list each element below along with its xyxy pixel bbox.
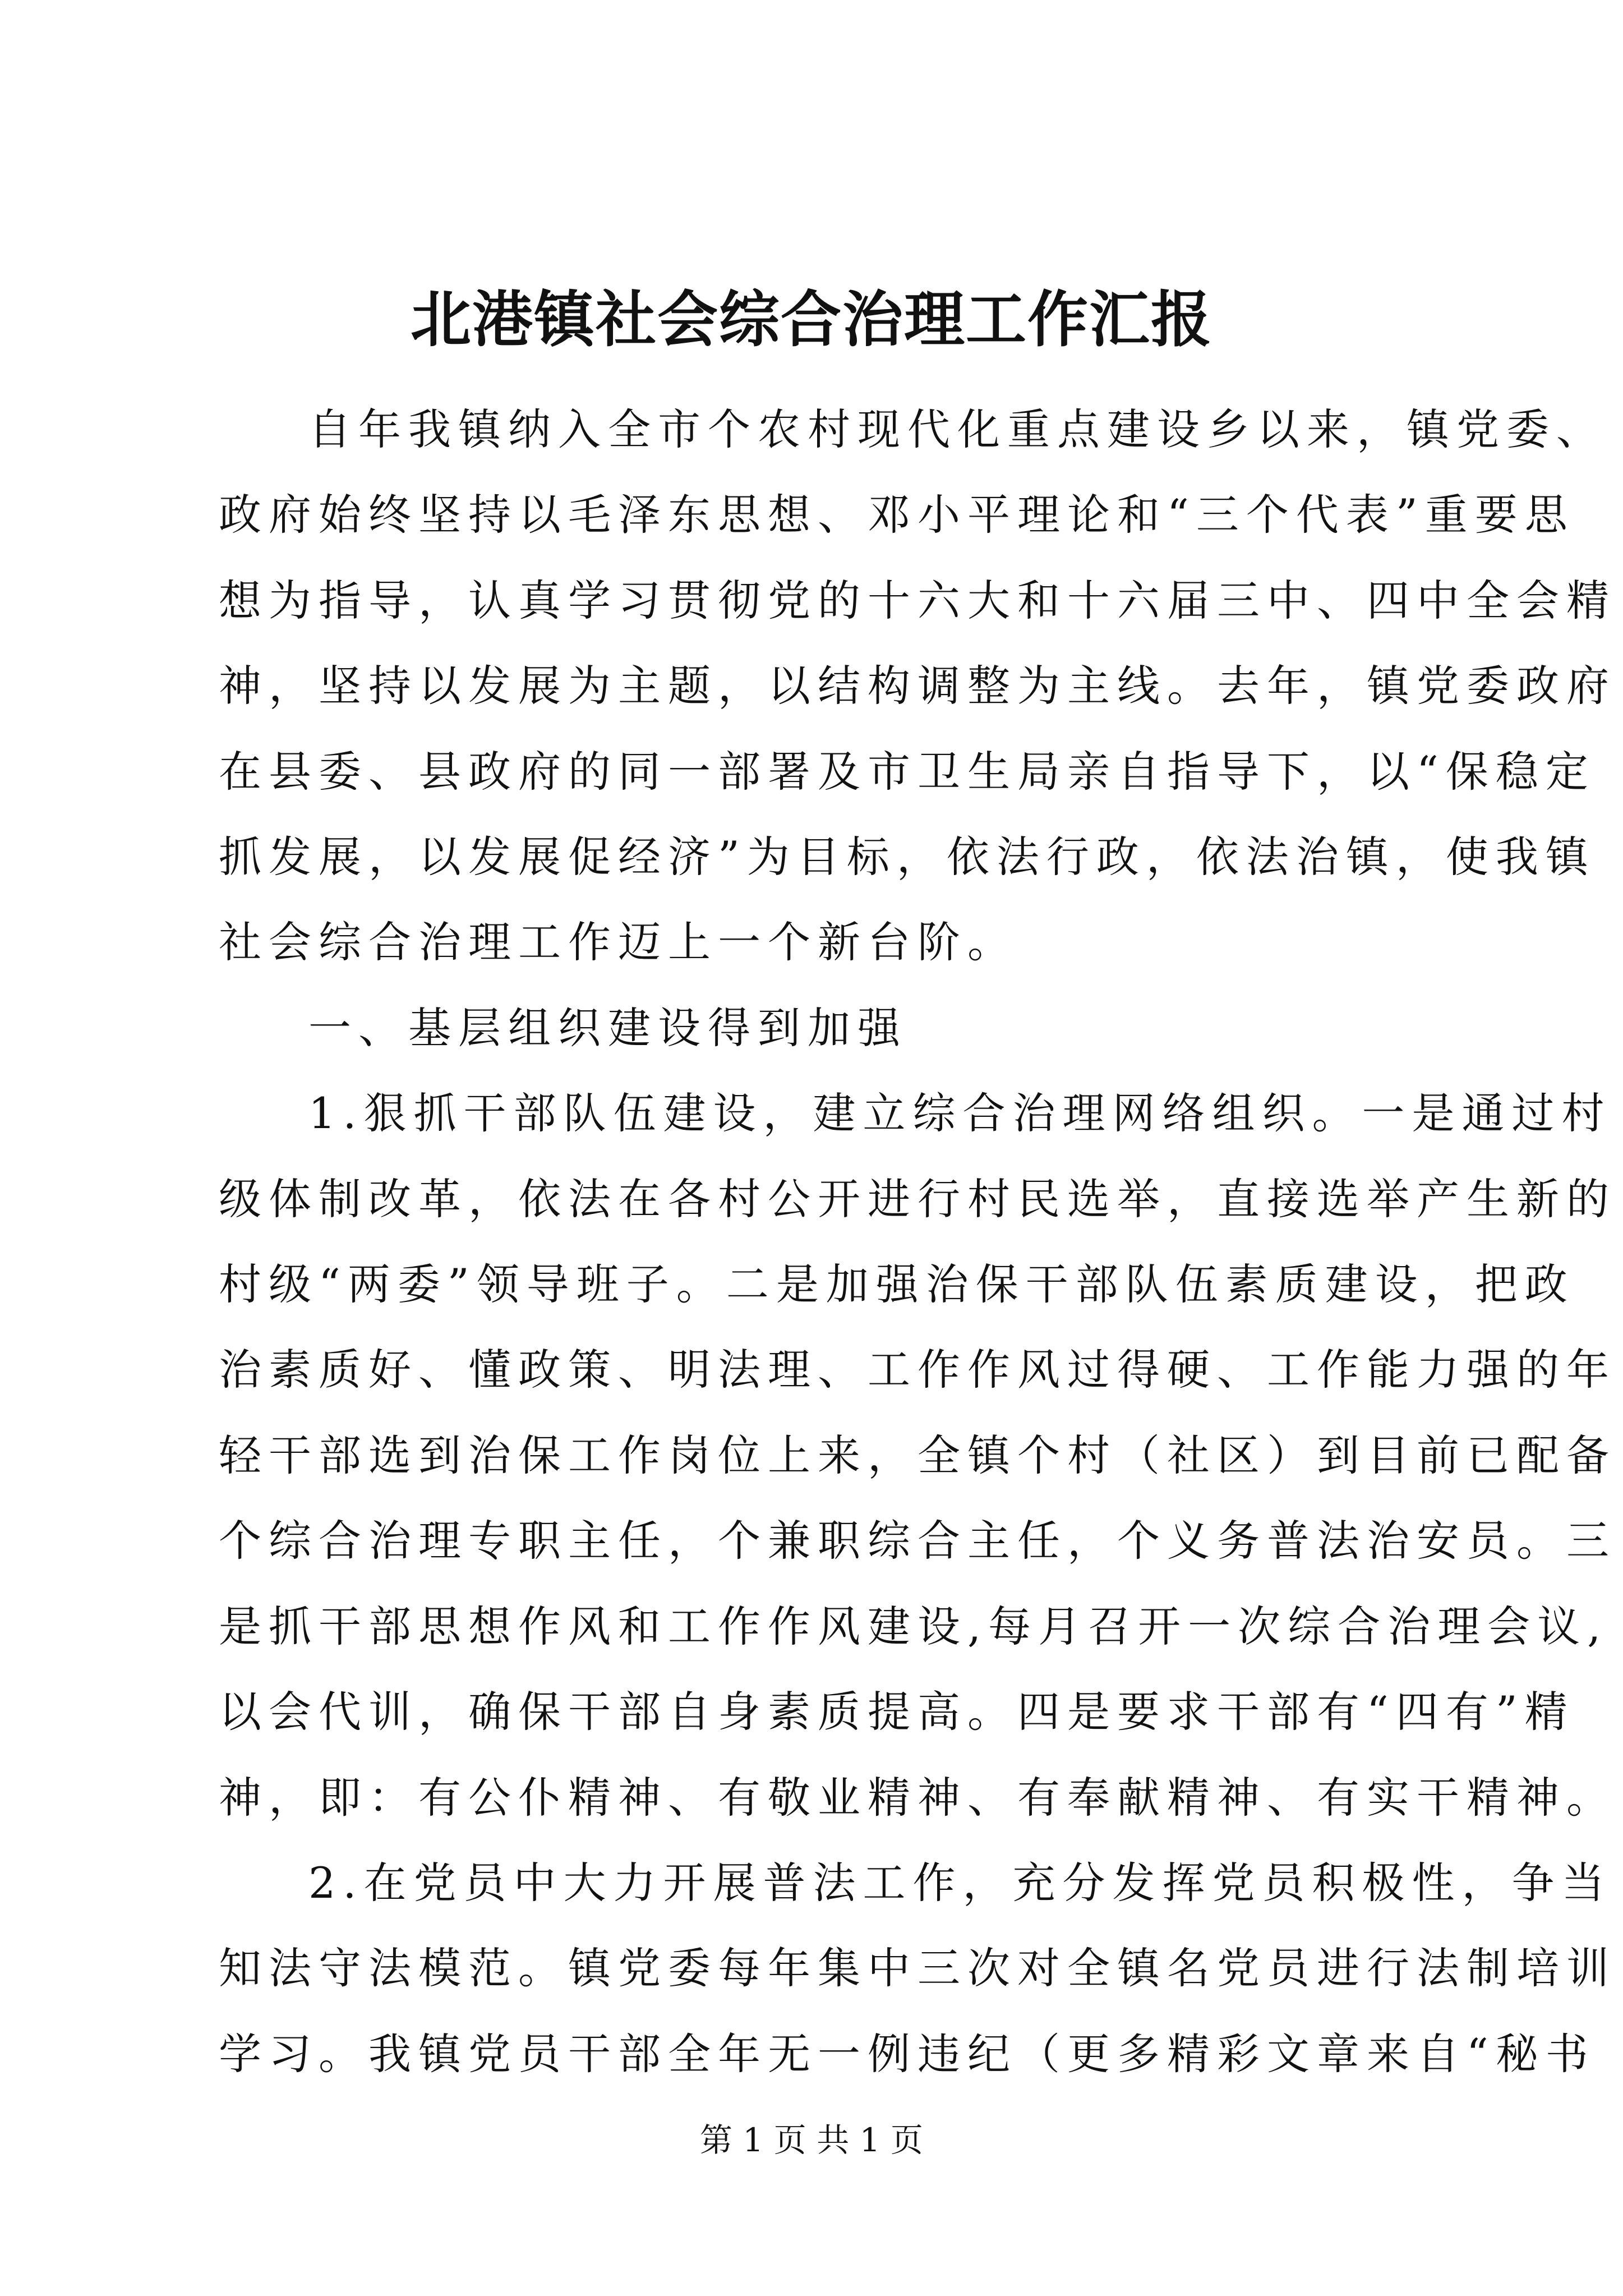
text-line: 以会代训，确保干部自身素质提高。四是要求干部有“四有”精	[219, 1687, 1575, 1737]
text-line: 轻干部选到治保工作岗位上来，全镇个村（社区）到目前已配备	[219, 1430, 1616, 1480]
text-line: 政府始终坚持以毛泽东思想、邓小平理论和“三个代表”重要思	[219, 490, 1575, 540]
text-line: 学习。我镇党员干部全年无一例违纪（更多精彩文章来自“秘书	[219, 2028, 1596, 2079]
paragraph-intro	[219, 387, 1616, 986]
section-heading-text: 一、基层组织建设得到加强	[308, 1002, 907, 1053]
document-title: 北港镇社会综合治理工作汇报	[410, 284, 1212, 355]
text-line: 村级“两委”领导班子。二是加强治保干部队伍素质建设，把政	[219, 1259, 1575, 1310]
text-line: 在县委、县政府的同一部署及市卫生局亲自指导下，以“保稳定	[219, 746, 1596, 797]
text-line: 神，即：有公仆精神、有敬业精神、有奉献精神、有实干精神。	[219, 1772, 1616, 1823]
text-line: 神，坚持以发展为主题，以结构调整为主线。去年，镇党委政府	[219, 661, 1616, 711]
text-line: 知法守法模范。镇党委每年集中三次对全镇名党员进行法制培训	[219, 1943, 1616, 1994]
text-line: 级体制改革，依法在各村公开进行村民选举，直接选举产生新的	[219, 1174, 1616, 1224]
section-heading	[219, 986, 1419, 1071]
page-footer: 第 1 页 共 1 页	[700, 2121, 923, 2159]
text-line: 1.狠抓干部队伍建设，建立综合治理网络组织。一是通过村	[308, 1088, 1612, 1139]
text-line: 治素质好、懂政策、明法理、工作作风过得硬、工作能力强的年	[219, 1345, 1616, 1395]
text-line: 是抓干部思想作风和工作作风建设,每月召开一次综合治理会议,	[219, 1601, 1608, 1651]
text-line: 自年我镇纳入全市个农村现代化重点建设乡以来，镇党委、	[308, 404, 1606, 454]
paragraph-item-1	[219, 1071, 1616, 1841]
text-line: 2.在党员中大力开展普法工作，充分发挥党员积极性，争当	[308, 1857, 1612, 1908]
text-line: 社会综合治理工作迈上一个新台阶。	[219, 917, 1017, 968]
text-line: 想为指导，认真学习贯彻党的十六大和十六届三中、四中全会精	[219, 575, 1616, 625]
text-line: 抓发展，以发展促经济”为目标，依法行政，依法治镇，使我镇	[219, 832, 1596, 882]
text-line: 个综合治理专职主任，个兼职综合主任，个义务普法治安员。三	[219, 1516, 1616, 1566]
paragraph-item-2	[219, 1841, 1616, 2097]
document-body	[219, 387, 1616, 2097]
